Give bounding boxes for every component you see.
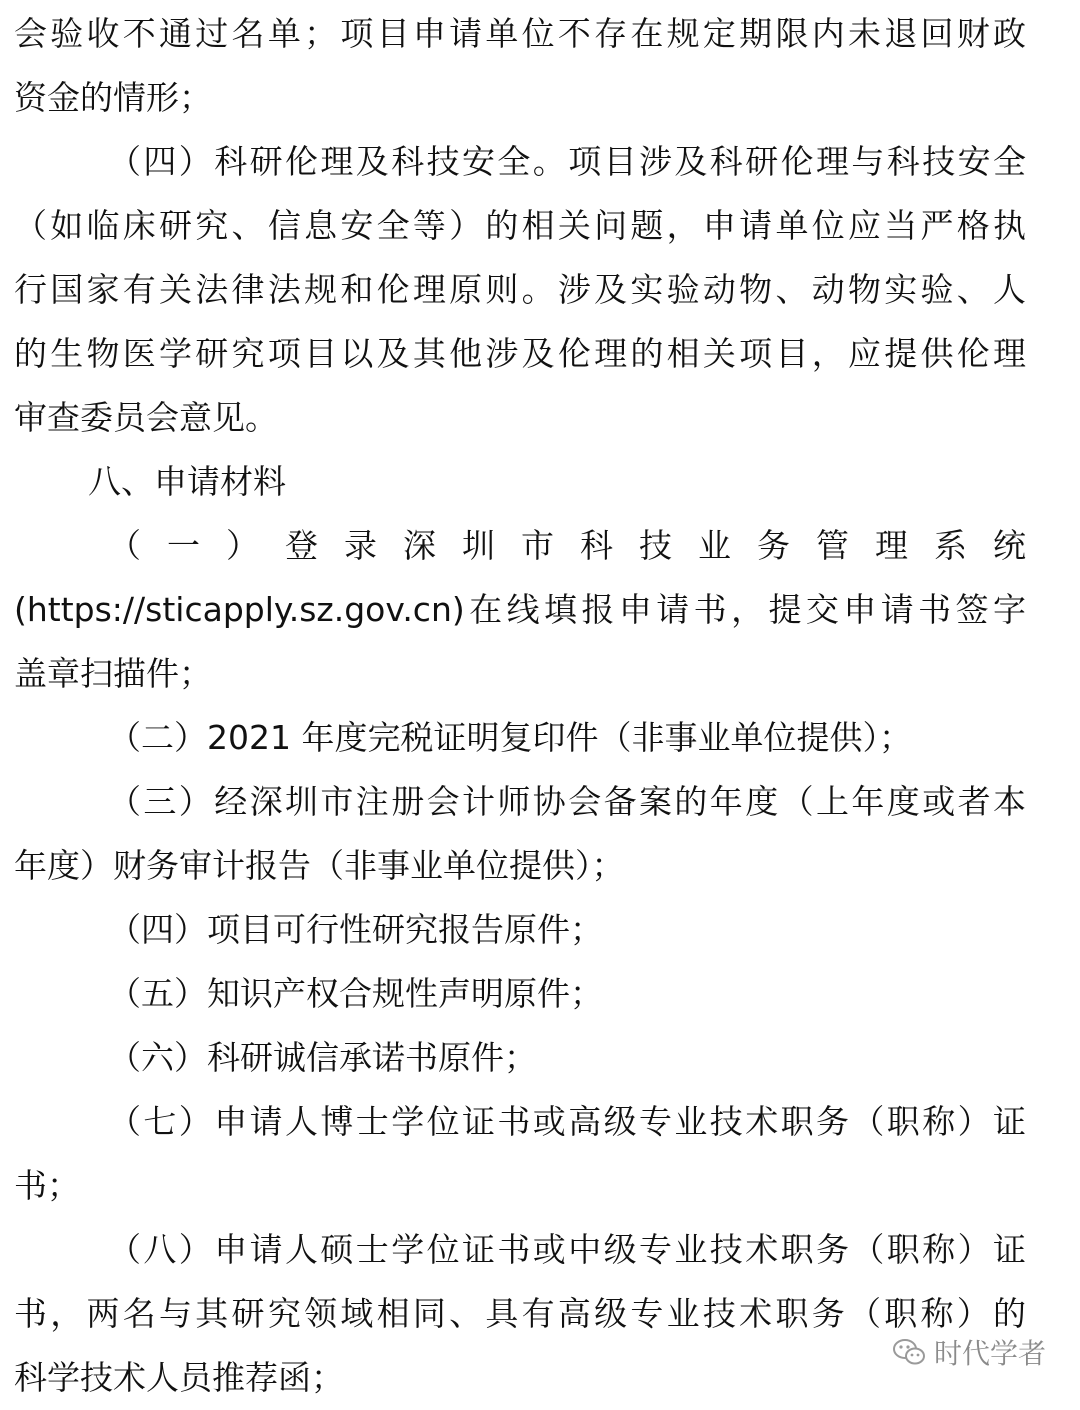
paragraph-line: 行国家有关法律法规和伦理原则。涉及实验动物、动物实验、人 (14, 270, 1026, 309)
watermark-text: 时代学者 (933, 1337, 1046, 1370)
paragraph-line: 会验收不通过名单；项目申请单位不存在规定期限内未退回财政 (14, 14, 1026, 53)
paragraph-line: 的生物医学研究项目以及其他涉及伦理的相关项目，应提供伦理 (14, 334, 1026, 373)
paragraph-line: 年度）财务审计报告（非事业单位提供）； (14, 846, 625, 885)
list-item: （七）申请人博士学位证书或高级专业技术职务（职称）证 (108, 1102, 1026, 1141)
section-heading: （四）科研伦理及科技安全。项目涉及科研伦理与科技安全 (108, 142, 1026, 181)
list-item: （三）经深圳市注册会计师协会备案的年度（上年度或者本 (108, 782, 1026, 821)
list-item: （八）申请人硕士学位证书或中级专业技术职务（职称）证 (108, 1230, 1026, 1269)
list-item: （一）登录深圳市科技业务管理系统 (108, 526, 1026, 565)
chapter-heading: 八、申请材料 (88, 462, 286, 501)
paragraph-line: 书，两名与其研究领域相同、具有高级专业技术职务（职称）的 (14, 1294, 1026, 1333)
paragraph-line: 书； (14, 1166, 80, 1205)
watermark (892, 1332, 1046, 1372)
list-item: （二）2021 年度完税证明复印件（非事业单位提供）； (108, 718, 912, 757)
paragraph-line: 资金的情形； (14, 78, 212, 117)
wechat-icon (892, 1337, 926, 1367)
paragraph-line: （如临床研究、信息安全等）的相关问题，申请单位应当严格执 (14, 206, 1026, 245)
paragraph-line: 盖章扫描件； (14, 654, 212, 693)
paragraph-line: 科学技术人员推荐函； (14, 1358, 344, 1397)
list-item: （五）知识产权合规性声明原件； (108, 974, 603, 1013)
list-item: （六）科研诚信承诺书原件； (108, 1038, 537, 1077)
paragraph-line: 审查委员会意见。 (14, 398, 278, 437)
url-line: (https://sticapply.sz.gov.cn)在线填报申请书，提交申请书签字 (14, 590, 1026, 629)
list-item: （四）项目可行性研究报告原件； (108, 910, 603, 949)
